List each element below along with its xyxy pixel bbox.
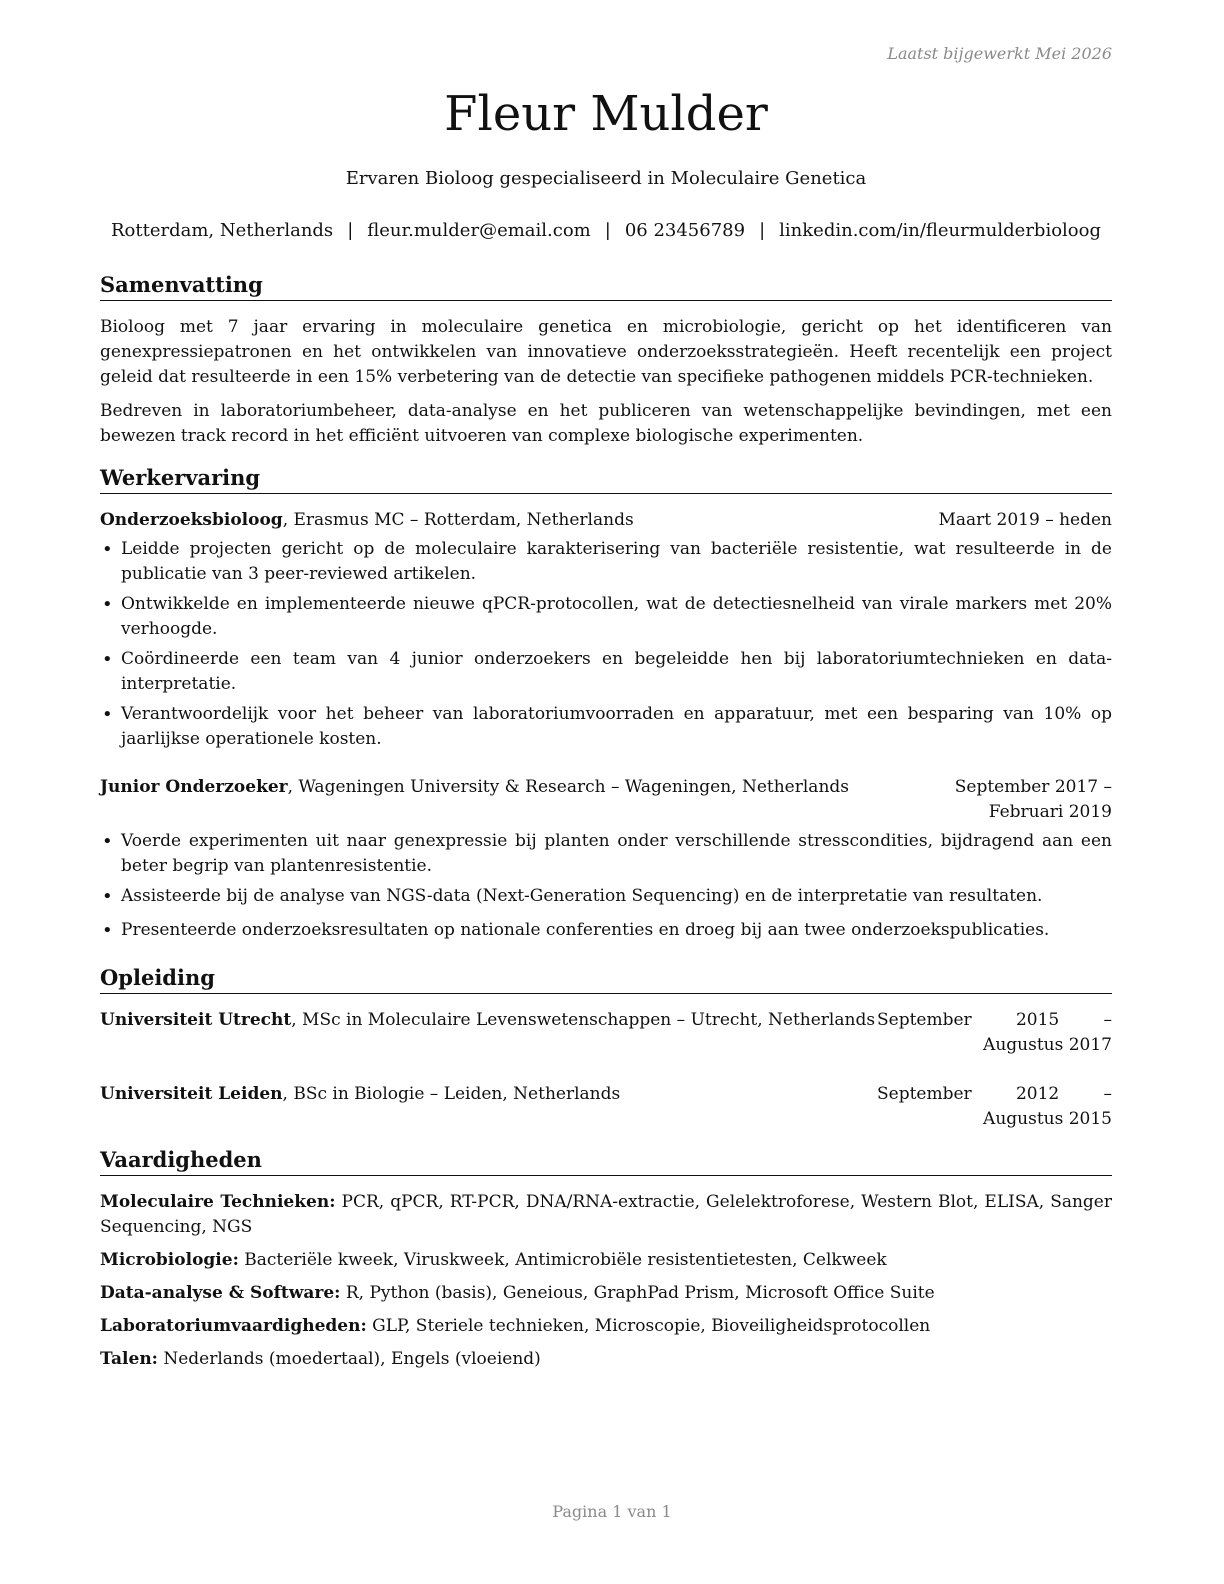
skill-row [100, 1190, 1112, 1240]
job-bullet: • Verantwoordelijk voor het beheer van laboratoriumvoorraden en apparatuur, met een besparing van 10% op jaarlijkse operationele kosten. [100, 702, 1112, 752]
job-role: Junior Onderzoeker [100, 777, 288, 797]
skill-value: Bacteriële kweek, Viruskweek, Antimicrobiële resistentietesten, Celkweek [238, 1250, 887, 1270]
skill-value: GLP, Steriele technieken, Microscopie, Bioveiligheidsprotocollen [366, 1316, 931, 1336]
skill-row [100, 1281, 1112, 1306]
job-header [100, 508, 1112, 533]
education-dates: September 2012 – Augustus 2015 [877, 1084, 1112, 1129]
education-item [100, 1082, 1112, 1132]
skill-label: Talen: [100, 1349, 158, 1369]
summary-heading: Samenvatting [100, 271, 1112, 301]
last-updated: Laatst bijgewerkt Mei 2026 [887, 44, 1112, 63]
skill-label: Laboratoriumvaardigheden: [100, 1316, 367, 1336]
job-bullet: • Voerde experimenten uit naar genexpressie bij planten onder verschillende stresscondities, bijdragend aan een beter begrip van plantenresistentie. [100, 829, 1112, 879]
job-role: Onderzoeksbioloog [100, 510, 283, 530]
education-section [100, 964, 1112, 1132]
contact-separator: | [759, 220, 766, 241]
skill-row [100, 1314, 1112, 1339]
education-heading: Opleiding [100, 964, 1112, 994]
skill-row [100, 1248, 1112, 1273]
job-dates: September 2017 – Februari 2019 [954, 777, 1112, 822]
contact-linkedin[interactable]: linkedin.com/in/fleurmulderbioloog [779, 220, 1102, 241]
contact-location: Rotterdam, Netherlands [110, 220, 334, 241]
contact-phone: 06 23456789 [624, 220, 746, 241]
education-item [100, 1008, 1112, 1058]
contact-separator: | [347, 220, 354, 241]
education-degree: , MSc in Moleculaire Levenswetenschappen – Utrecht, Netherlands [291, 1010, 876, 1030]
candidate-subtitle: Ervaren Bioloog gespecialiseerd in Moleculaire Genetica [345, 168, 867, 189]
job-header [100, 775, 1112, 825]
summary-paragraph: Bedreven in laboratoriumbeheer, data-analyse en het publiceren van wetenschappelijke bevindingen, met een bewezen track record in het efficiënt uitvoeren van complexe biologische experimenten. [100, 401, 1112, 446]
skill-value: R, Python (basis), Geneious, GraphPad Prism, Microsoft Office Suite [340, 1283, 935, 1303]
education-school: Universiteit Utrecht [100, 1010, 292, 1030]
skill-value: PCR, qPCR, RT-PCR, DNA/RNA-extractie, Gelelektroforese, Western Blot, ELISA, Sanger Sequencing, NGS [100, 1192, 1112, 1237]
skill-label: Microbiologie: [100, 1250, 239, 1270]
contact-email[interactable]: fleur.mulder@email.com [367, 220, 591, 241]
skill-row [100, 1347, 1112, 1372]
skill-label: Moleculaire Technieken: [100, 1192, 336, 1212]
experience-heading: Werkervaring [100, 464, 1112, 494]
skills-section [100, 1146, 1112, 1372]
contact-separator: | [604, 220, 611, 241]
job-bullet: • Leidde projecten gericht op de moleculaire karakterisering van bacteriële resistentie, wat resulteerde in de publicatie van 3 peer-reviewed artikelen. [100, 537, 1112, 587]
job-bullet: • Ontwikkelde en implementeerde nieuwe qPCR-protocollen, wat de detectiesnelheid van virale markers met 20% verhoogde. [100, 592, 1112, 642]
education-dates: September 2015 – Augustus 2017 [877, 1010, 1112, 1055]
candidate-name: Fleur Mulder [444, 86, 768, 142]
job-bullets [100, 537, 1112, 752]
job-bullet: • Assisteerde bij de analyse van NGS-data (Next-Generation Sequencing) en de interpretatie van resultaten. [100, 884, 1112, 909]
job-bullet: • Coördineerde een team van 4 junior onderzoekers en begeleidde hen bij laboratoriumtechnieken en data-interpretatie. [100, 647, 1112, 697]
job-bullets [100, 829, 1112, 943]
summary-section [100, 271, 1112, 449]
job-dates: Maart 2019 – heden [938, 510, 1112, 530]
education-school: Universiteit Leiden [100, 1084, 283, 1104]
skill-label: Data-analyse & Software: [100, 1283, 341, 1303]
contact-line [80, 220, 1132, 241]
education-degree: , BSc in Biologie – Leiden, Netherlands [282, 1084, 621, 1104]
job-bullet: • Presenteerde onderzoeksresultaten op nationale conferenties en droeg bij aan twee onderzoekspublicaties. [100, 918, 1112, 943]
skill-value: Nederlands (moedertaal), Engels (vloeiend) [157, 1349, 541, 1369]
page-number: Pagina 1 van 1 [552, 1502, 672, 1521]
skills-heading: Vaardigheden [100, 1146, 1112, 1176]
job-organization: , Wageningen University & Research – Wageningen, Netherlands [287, 777, 849, 797]
summary-paragraph: Bioloog met 7 jaar ervaring in moleculaire genetica en microbiologie, gericht op het identificeren van genexpressiepatronen en het ontwikkelen van innovatieve onderzoeksstrategieën. Heeft recentelijk een project geleid dat resulteerde in een 15% verbetering van de detectie van specifieke pathogenen middels PCR-technieken. [100, 317, 1112, 387]
experience-section [100, 464, 1112, 943]
job-organization: , Erasmus MC – Rotterdam, Netherlands [282, 510, 634, 530]
